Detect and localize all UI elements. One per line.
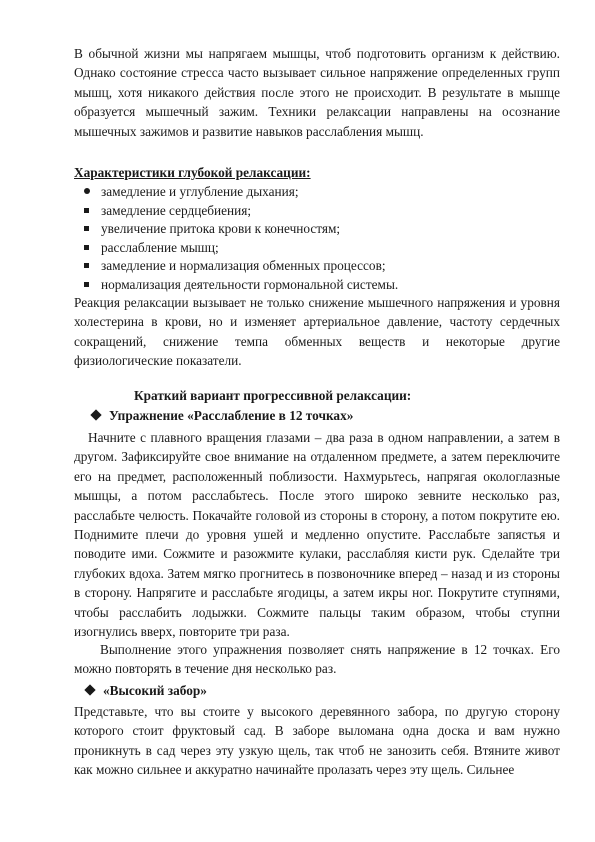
square-bullet-icon [84,208,89,213]
diamond-bullet-icon [84,684,95,695]
square-bullet-icon [84,263,89,268]
list-item: замедление и углубление дыхания; [84,183,554,202]
intro-paragraph: В обычной жизни мы напрягаем мышцы, чтоб подготовить организм к действию. Однако состояние стресса часто вызывает сильное напряжение определенных групп мышц, хотя никакого действия после этого не происходит. В результате в мышце образуется мышечный зажим. Техники релаксации направлены на осознание мышечных зажимов и развитие навыков расслабления мышц. [74,46,560,139]
diamond-bullet-icon [90,409,101,420]
list-item: увеличение притока крови к конечностям; [84,220,554,239]
exercise-2-paragraph: Представьте, что вы стоите у высокого деревянного забора, по другую сторону которого стоит фруктовый сад. В заборе выломана одна доска и вам нужно проникнуть в сад через эту узкую щель, так чтоб не занозить себя. Втяните живот как можно сильнее и аккуратно начинайте пролазать через эту щель. Сильнее [74,704,560,778]
square-bullet-icon [84,245,89,250]
square-bullet-icon [84,226,89,231]
list-item: нормализация деятельности гормональной системы. [84,276,554,295]
characteristics-list [84,183,554,295]
relaxation-effects-paragraph: Реакция релаксации вызывает не только снижение мышечного напряжения и уровня холестерина в крови, но и изменяет артериальное давление, частоту сердечных сокращений, снижение темпа обменных веществ и некоторые другие физиологические показатели. [74,295,560,369]
list-item: расслабление мышц; [84,239,554,258]
exercise-1-summary: Выполнение этого упражнения позволяет снять напряжение в 12 точках. Его можно повторять в течение дня несколько раз. [74,642,560,677]
exercise-1-title: Упражнение «Расслабление в 12 точках» [92,406,353,425]
exercise-2-title: «Высокий забор» [86,681,207,700]
short-version-heading: Краткий вариант прогрессивной релаксации: [134,388,412,403]
list-item: замедление и нормализация обменных процессов; [84,257,554,276]
square-bullet-icon [84,282,89,287]
list-item: замедление сердцебиения; [84,202,554,221]
characteristics-heading: Характеристики глубокой релаксации: [74,165,311,180]
exercise-1-paragraph: Начните с плавного вращения глазами – два раза в одном направлении, а затем в другом. Зафиксируйте свое внимание на отдаленном предмете, а затем переключите его на предмет, расположенный поблизости. Нахмурьтесь, напрягая окологлазные мышцы, а потом расслабьтесь. После этого широко зевните несколько раз, расслабьте челюсть. Покачайте головой из стороны в сторону, а потом покрутите ею. Поднимите плечи до уровня ушей и медленно опустите. Расслабьте запястья и поводите ими. Сожмите и разожмите кулаки, расслабляя кисти рук. Сделайте три глубоких вдоха. Затем мягко прогнитесь в позвоночнике вперед – назад и из стороны в сторону. Напрягите и расслабьте ягодицы, а затем икры ног. Покрутите ступнями, чтобы расслабить лодыжки. Сожмите пальцы таким образом, чтобы ступни изогнулись вверх, повторите три раза. [74,430,560,640]
round-bullet-icon [84,188,90,194]
